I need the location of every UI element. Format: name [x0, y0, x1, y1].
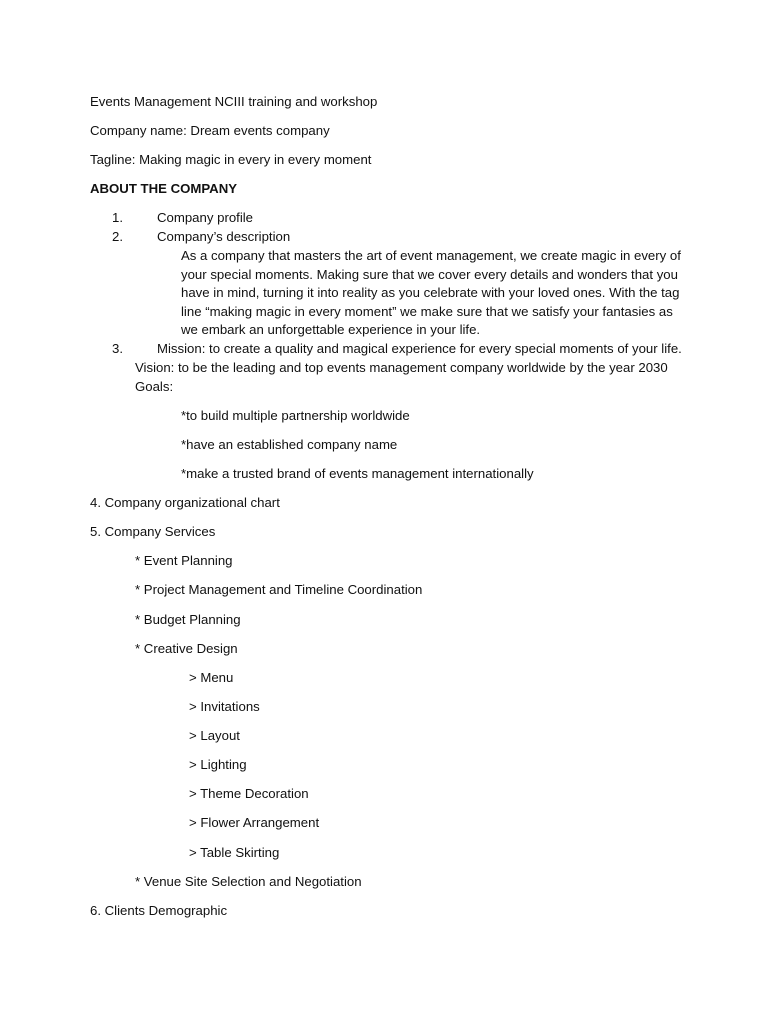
mission-text: Mission: to create a quality and magical experience for every special moments of your life. [157, 341, 682, 356]
list-item [112, 228, 290, 247]
design-item: > Invitations [189, 699, 260, 714]
list-number: 3. [112, 341, 123, 356]
design-item: > Lighting [189, 757, 247, 772]
list-number: 1. [112, 210, 123, 225]
service-item: * Venue Site Selection and Negotiation [135, 874, 362, 889]
list-item-text: Company profile [157, 210, 254, 225]
tagline: Tagline: Making magic in every in every moment [90, 152, 372, 167]
list-item-text: Company’s description [157, 229, 291, 244]
clients-heading: 6. Clients Demographic [90, 903, 228, 918]
design-item: > Theme Decoration [189, 786, 309, 801]
list-number: 2. [112, 229, 123, 244]
goals-label: Goals: [135, 379, 174, 394]
about-heading: ABOUT THE COMPANY [90, 181, 238, 196]
list-item [112, 340, 682, 359]
vision-text: Vision: to be the leading and top events management company worldwide by the year 2030 [135, 360, 668, 375]
company-name: Company name: Dream events company [90, 123, 330, 138]
design-item: > Flower Arrangement [189, 815, 320, 830]
design-item: > Table Skirting [189, 845, 280, 860]
design-item: > Layout [189, 728, 240, 743]
goal-item: *make a trusted brand of events management internationally [181, 466, 534, 481]
list-item [112, 209, 253, 228]
service-item: * Creative Design [135, 641, 238, 656]
service-item: * Project Management and Timeline Coordination [135, 582, 423, 597]
company-description: As a company that masters the art of event management, we create magic in every of your special moments. Making sure that we cover every details and wonders that you have in mind, turning it into reality as you celebrate with your loved ones. With the tag line “making magic in every moment” we make sure that we satisfy your fantasies as we embark an unforgettable experience in your life. [181, 248, 681, 337]
org-chart-heading: 4. Company organizational chart [90, 495, 280, 510]
goal-item: *to build multiple partnership worldwide [181, 408, 410, 423]
design-item: > Menu [189, 670, 234, 685]
service-item: * Budget Planning [135, 612, 241, 627]
service-item: * Event Planning [135, 553, 233, 568]
document-title: Events Management NCIII training and workshop [90, 94, 378, 109]
goal-item: *have an established company name [181, 437, 398, 452]
services-heading: 5. Company Services [90, 524, 216, 539]
